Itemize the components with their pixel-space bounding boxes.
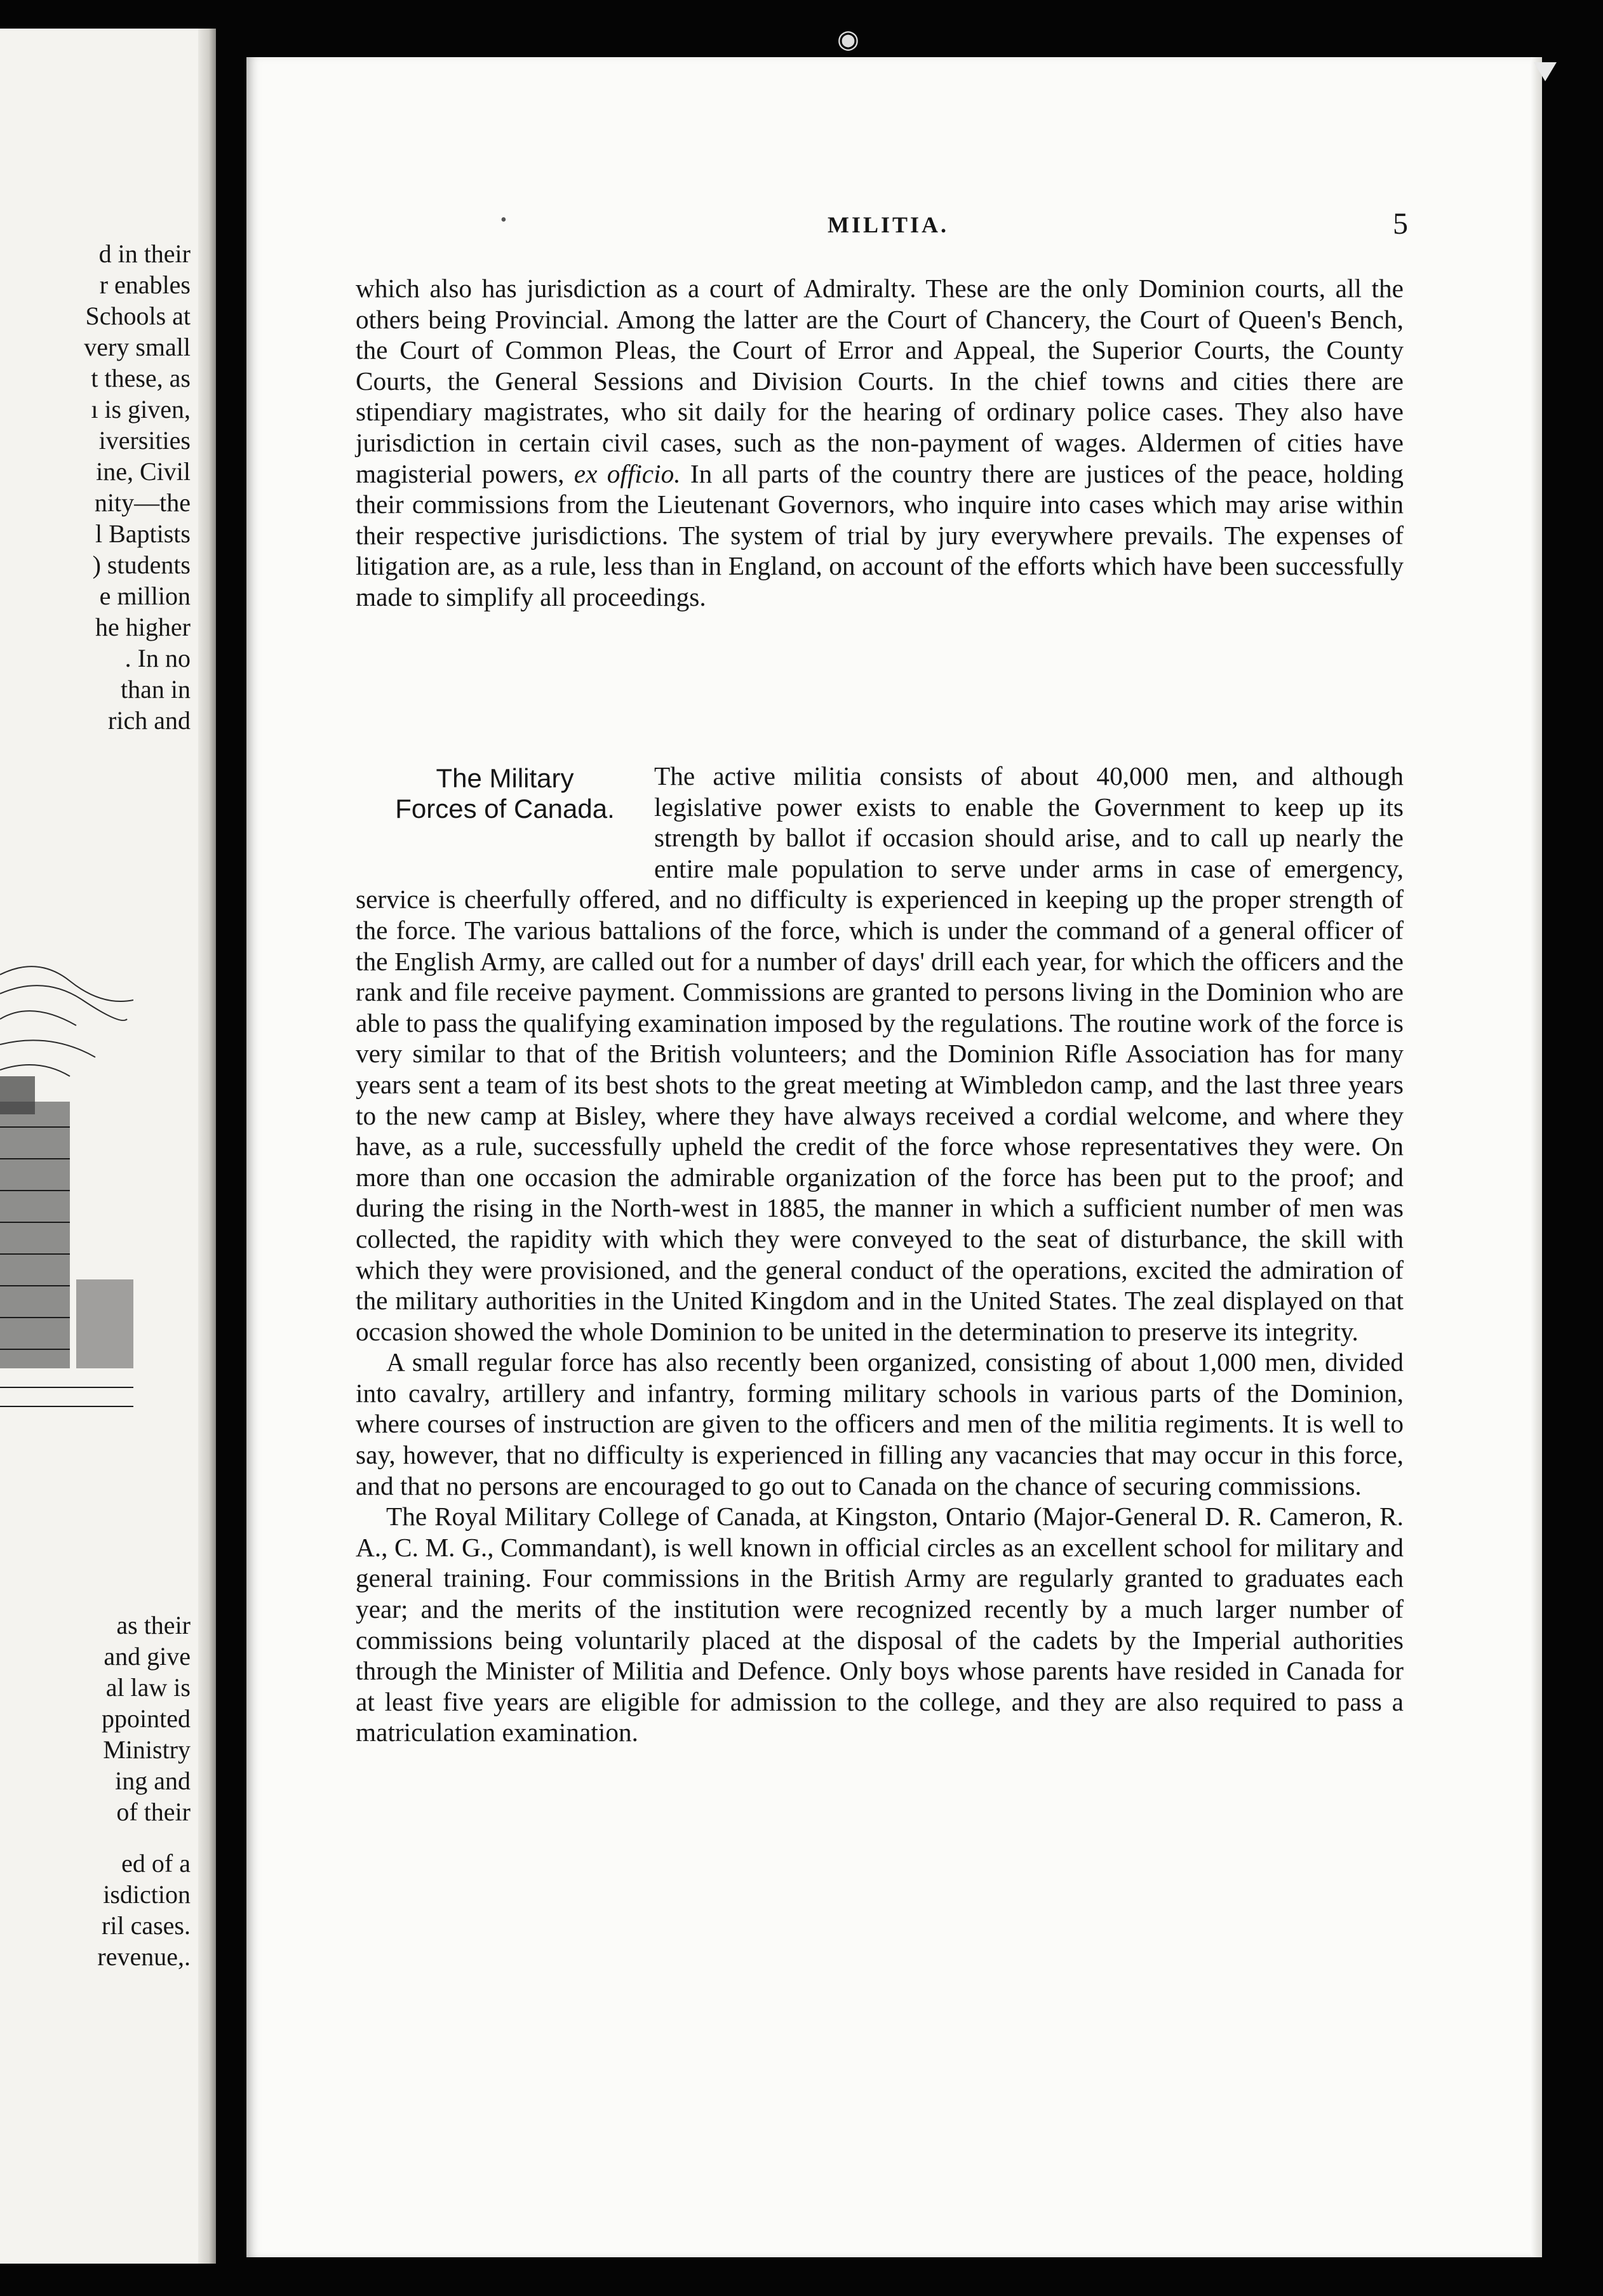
scan-ornament-icon: ◉ [837, 25, 859, 53]
facing-page-line: ril cases. [102, 1911, 191, 1940]
facing-page-line: e million [99, 582, 191, 610]
running-head [246, 206, 1542, 244]
main-page [246, 57, 1542, 2257]
facing-page-line: revenue,. [97, 1942, 191, 1971]
facing-page-line: Ministry [103, 1735, 191, 1764]
facing-page-line: ed of a [121, 1849, 191, 1878]
page-fold [198, 29, 216, 2264]
facing-page-line: l Baptists [95, 519, 191, 548]
facing-page-line: very small [84, 333, 191, 361]
facing-page-line: he higher [95, 613, 191, 641]
paragraph-regular-force: A small regular force has also recently been organized, consisting of about 1,000 men, divided into cavalry, artillery and infantry, forming military schools in various parts of the Dominion, where courses of instruction are given to the officers and men of the militia regiments. It is well to say, however, that no difficulty is experienced in filling any vacancies that may occur in this force, and that no persons are encouraged to go out to Canada on the chance of securing commissions. [356, 1347, 1404, 1500]
facing-page-line: ing and [115, 1766, 191, 1795]
facing-page-line: ppointed [102, 1704, 191, 1733]
facing-page-line: al law is [105, 1673, 191, 1702]
facing-page-line: Schools at [85, 302, 191, 330]
facing-page-line: iversities [98, 426, 191, 455]
running-head-title: MILITIA. [828, 212, 949, 237]
paragraph-courts-italic: ex officio. [573, 458, 681, 488]
facing-page-line: rich and [108, 706, 191, 735]
facing-page-line: nity—the [94, 488, 191, 517]
paragraph-active-militia: The active militia consists of about 40,000 men, and although legislative power exists to enable the Government to keep up its strength by ballot if occasion should arise, and to call up nearly the entire male population to serve under arms in case of emergency, service is cheerfully offered, and no difficulty is experienced in keeping up the proper strength of the force. The various battalions of the force, which is under the command of a general officer of the English Army, are called out for a number of days' drill each year, for which the officers and the rank and file receive payment. Commissions are granted to persons living in the Dominion who are able to pass the qualifying examination imposed by the regulations. The routine work of the force is very similar to that of the British volunteers; and the Dominion Rifle Association has for many years sent a team of its best shots to the great meeting at Wimbledon camp, and the last three years to the new camp at Bisley, where they have always received a cordial welcome, and where they have, as a rule, successfully upheld the credit of the force whose representatives they were. On more than one occasion the admirable organization of the force has been put to the proof; and during the rising in the North-west in 1885, the manner in which a sufficient number of men was collected, the rapidity with which they were conveyed to the seat of disturbance, the skill with which they were provisioned, and the general conduct of the operations, excited the admiration of the military authorities in the United Kingdom and in the United States. The zeal displayed on that occasion showed the whole Dominion to be united in the determination to preserve its integrity. [356, 761, 1404, 1346]
facing-page-line: isdiction [103, 1880, 191, 1909]
facing-page-text-middle [0, 1610, 191, 1827]
facing-page-line: ine, Civil [96, 457, 191, 486]
facing-page-line: t these, as [91, 364, 191, 392]
facing-page-line: of their [116, 1798, 191, 1826]
body-text-militia [356, 761, 1404, 1748]
side-heading [356, 763, 654, 856]
head-ornament: • [500, 210, 507, 230]
paragraph-courts-text: which also has jurisdiction as a court of Admiralty. These are the only Dominion courts, all the others being Provincial. Among the latter are the Court of Chancery, the Court of Queen's Bench, the Court of Common Pleas, the Court of Error and Appeal, the Superior Courts, the County Courts, the General Sessions and Division Courts. In the chief towns and cities there are stipendiary magistrates, who sit daily for the hearing of ordinary police cases. They also have jurisdiction in certain civil cases, such as the non-payment of wages. Aldermen of cities have magisterial powers, [356, 274, 1404, 488]
facing-page-line: and give [104, 1642, 191, 1671]
side-heading-line-2: Forces of Canada. [395, 794, 615, 824]
facing-page [0, 29, 216, 2264]
corner-mark-icon [1534, 62, 1557, 81]
facing-page-line: ) students [92, 551, 191, 579]
paragraph-courts [356, 273, 1404, 613]
facing-page-line: r enables [99, 270, 191, 299]
facing-page-line: d in their [98, 239, 191, 268]
facing-page-line: ı is given, [91, 395, 191, 424]
body-text-top [356, 273, 1404, 613]
page-number: 5 [1393, 207, 1408, 241]
engraving-illustration [0, 949, 133, 1445]
side-heading-line-1: The Military [436, 763, 574, 793]
paragraph-royal-military-college: The Royal Military College of Canada, at Kingston, Ontario (Major-General D. R. Cameron, R. A., C. M. G., Commandant), is well known in official circles as an excellent school for military and general training. Four commissions in the British Army are regularly granted to graduates each year; and the merits of the institution were recognized recently by a much larger number of commissions being voluntarily placed at the disposal of the cadets by the Imperial authorities through the Minister of Militia and Defence. Only boys whose parents have resided in Canada for at least five years are eligible for admission to the college, and they are also required to pass a matriculation examination. [356, 1502, 1404, 1747]
facing-page-line: . In no [124, 644, 191, 672]
facing-page-line: as their [116, 1611, 191, 1639]
facing-page-line: than in [121, 675, 191, 704]
facing-page-text-bottom [0, 1848, 191, 1972]
paragraph-courts-rest: In all parts of the country there are justices of the peace, holding their commissions from the Lieutenant Governors, who inquire into cases which may arise within their respective jurisdictions. The system of trial by jury everywhere prevails. The expenses of litigation are, as a rule, less than in England, on account of the efforts which have been successfully made to simplify all proceedings. [356, 458, 1404, 611]
page-edge [1531, 57, 1542, 2257]
facing-page-text-top [0, 238, 191, 736]
